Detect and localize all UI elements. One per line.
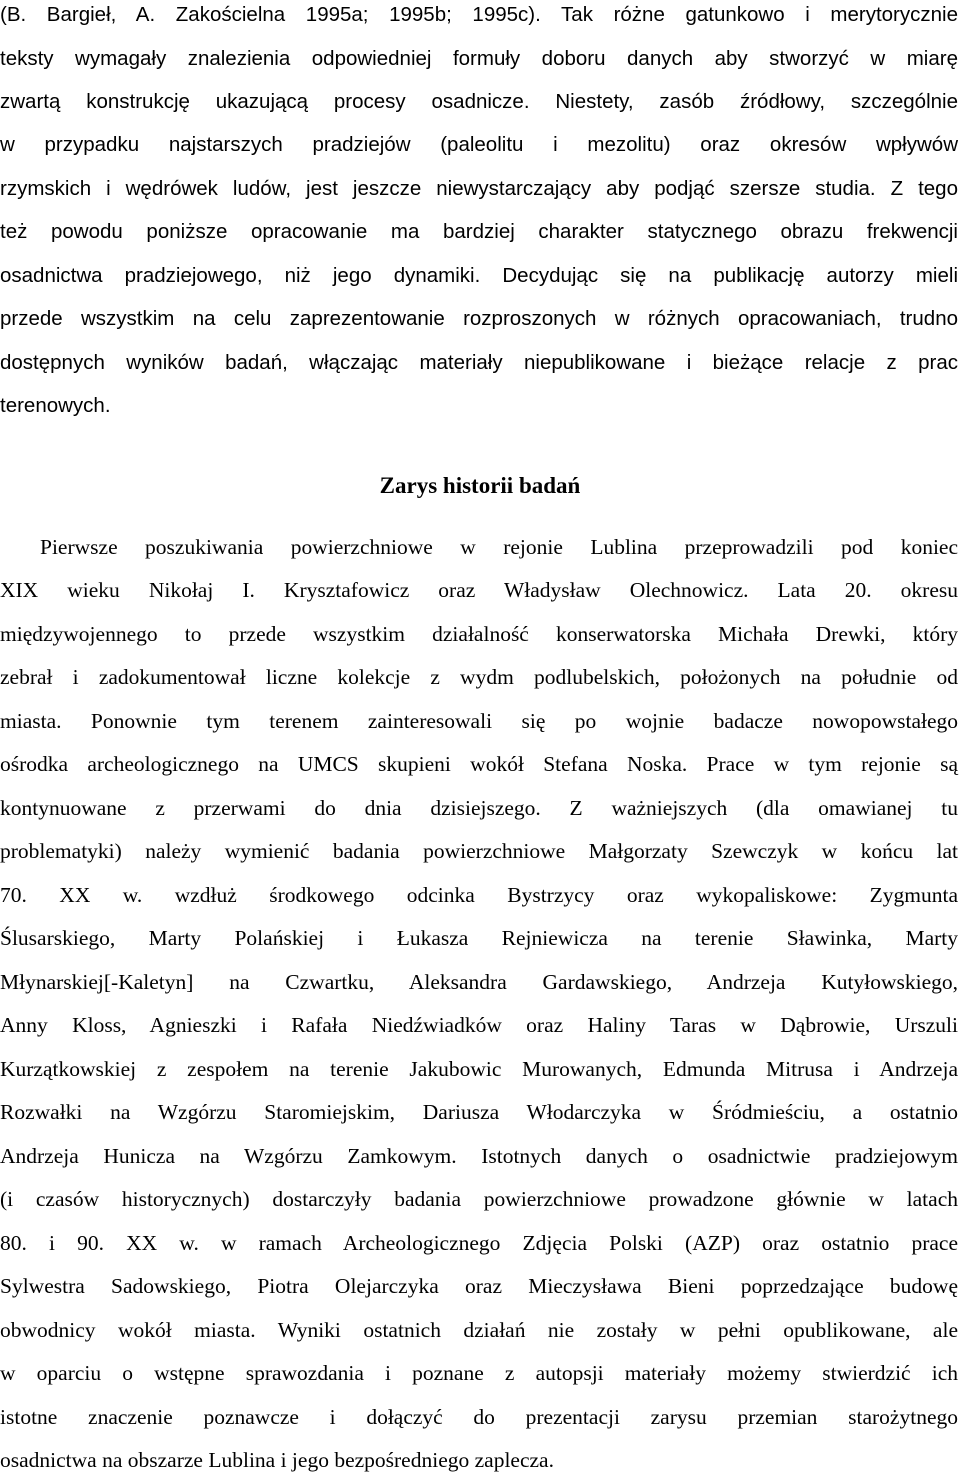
paragraph-line: przede wszystkim na celu zaprezentowanie rozproszonych w różnych opracowaniach, trudno	[0, 307, 958, 330]
paragraph-line: osadnictwa pradziejowego, niż jego dynamiki. Decydując się na publikację autorzy mieli	[0, 264, 958, 287]
paragraph-line: Anny Kloss, Agnieszki i Rafała Niedźwiadków oraz Haliny Taras w Dąbrowie, Urszuli	[0, 1013, 958, 1037]
paragraph-line: Ślusarskiego, Marty Polańskiej i Łukasza Rejniewicza na terenie Sławinka, Marty	[0, 926, 958, 950]
paragraph-line: (B. Bargieł, A. Zakościelna 1995a; 1995b; 1995c). Tak różne gatunkowo i merytorycznie	[0, 3, 958, 26]
paragraph-line: problematyki) należy wymienić badania powierzchniowe Małgorzaty Szewczyk w końcu lat	[0, 839, 958, 863]
paragraph-line: Kurzątkowskiej z zespołem na terenie Jakubowic Murowanych, Edmunda Mitrusa i Andrzeja	[0, 1057, 958, 1081]
paragraph-line: osadnictwa na obszarze Lublina i jego bezpośredniego zaplecza.	[0, 1448, 554, 1472]
paragraph-line: Sylwestra Sadowskiego, Piotra Olejarczyka oraz Mieczysława Bieni poprzedzające budowę	[0, 1274, 958, 1298]
paragraph-line: terenowych.	[0, 394, 111, 417]
section-heading: Zarys historii badań	[379, 473, 581, 498]
paragraph-line: obwodnicy wokół miasta. Wyniki ostatnich działań nie zostały w pełni opublikowane, ale	[0, 1318, 958, 1342]
paragraph-line: rzymskich i wędrówek ludów, jest jeszcze niewystarczający aby podjąć szersze studia. Z tego	[0, 177, 958, 200]
paragraph-line: XIX wieku Nikołaj I. Krysztafowicz oraz Władysław Olechnowicz. Lata 20. okresu	[0, 578, 958, 602]
paragraph-line: też powodu poniższe opracowanie ma bardziej charakter statycznego obrazu frekwencji	[0, 220, 958, 243]
paragraph-line: istotne znaczenie poznawcze i dołączyć do prezentacji zarysu przemian starożytnego	[0, 1405, 958, 1429]
paragraph-line: w oparciu o wstępne sprawozdania i poznane z autopsji materiały możemy stwierdzić ich	[0, 1361, 958, 1385]
paragraph-line: kontynuowane z przerwami do dnia dzisiejszego. Z ważniejszych (dla omawianej tu	[0, 796, 958, 820]
paragraph-line: ośrodka archeologicznego na UMCS skupieni wokół Stefana Noska. Prace w tym rejonie są	[0, 752, 958, 776]
paragraph-line: zwartą konstrukcję ukazującą procesy osadnicze. Niestety, zasób źródłowy, szczególnie	[0, 90, 958, 113]
paragraph-line: Młynarskiej[-Kaletyn] na Czwartku, Aleksandra Gardawskiego, Andrzeja Kutyłowskiego,	[0, 970, 958, 994]
paragraph-line: międzywojennego to przede wszystkim działalność konserwatorska Michała Drewki, który	[0, 622, 958, 646]
paragraph-line: (i czasów historycznych) dostarczyły badania powierzchniowe prowadzone głównie w latach	[0, 1187, 958, 1211]
paragraph-line: miasta. Ponownie tym terenem zainteresowali się po wojnie badacze nowopowstałego	[0, 709, 958, 733]
paragraph-line: Rozwałki na Wzgórzu Staromiejskim, Dariusza Włodarczyka w Śródmieściu, a ostatnio	[0, 1100, 958, 1124]
paragraph-line: w przypadku najstarszych pradziejów (paleolitu i mezolitu) oraz okresów wpływów	[0, 133, 958, 156]
paragraph-line: teksty wymagały znalezienia odpowiedniej formuły doboru danych aby stworzyć w miarę	[0, 47, 958, 70]
paragraph-line: zebrał i zadokumentował liczne kolekcje z wydm podlubelskich, położonych na południe od	[0, 665, 958, 689]
paragraph-line: dostępnych wyników badań, włączając materiały niepublikowane i bieżące relacje z prac	[0, 351, 958, 374]
paragraph-line: 80. i 90. XX w. w ramach Archeologicznego Zdjęcia Polski (AZP) oraz ostatnio prace	[0, 1231, 958, 1255]
paragraph-line: Pierwsze poszukiwania powierzchniowe w rejonie Lublina przeprowadzili pod koniec	[40, 535, 958, 559]
paragraph-line: 70. XX w. wzdłuż środkowego odcinka Bystrzycy oraz wykopaliskowe: Zygmunta	[0, 883, 958, 907]
paragraph-line: Andrzeja Hunicza na Wzgórzu Zamkowym. Istotnych danych o osadnictwie pradziejowym	[0, 1144, 958, 1168]
